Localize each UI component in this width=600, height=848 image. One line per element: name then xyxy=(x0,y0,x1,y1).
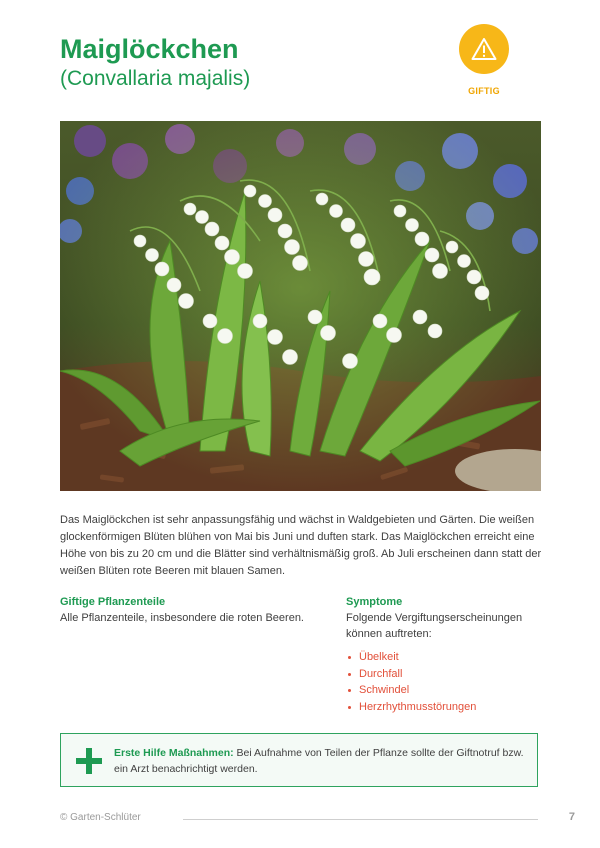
symptoms-intro: Folgende Vergiftungserscheinungen können auftreten: xyxy=(346,612,523,640)
first-aid-label: Erste Hilfe Maßnahmen: xyxy=(114,747,234,759)
toxic-parts-heading: Giftige Pflanzenteile xyxy=(60,596,166,608)
list-item: Übelkeit xyxy=(346,649,546,666)
first-aid-text xyxy=(114,745,524,777)
warning-triangle-icon xyxy=(471,37,497,61)
warning-label: GIFTIG xyxy=(468,86,500,96)
list-item: Herzrhythmusstörungen xyxy=(346,699,546,716)
footer-divider xyxy=(183,819,538,820)
list-item: Durchfall xyxy=(346,666,546,683)
footer-copyright: © Garten-Schlüter xyxy=(60,812,141,823)
latin-name: (Convallaria majalis) xyxy=(60,67,251,90)
first-aid-body: Bei Aufnahme von Teilen der Pflanze sollte der Giftnotruf bzw. ein Arzt benachrichtigt werden. xyxy=(114,747,524,775)
first-aid-box xyxy=(60,733,538,787)
symptoms-section xyxy=(346,594,546,715)
toxic-parts-text: Alle Pflanzenteile, insbesondere die roten Beeren. xyxy=(60,612,304,624)
intro-paragraph: Das Maiglöckchen ist sehr anpassungsfähig und wächst in Waldgebieten und Gärten. Die weißen glockenförmigen Blüten blühen von Mai bis Juni und duften stark. Das Maiglöckchen erreicht eine Höhe von bis zu 20 cm und die Blätter sind verhältnismäßig groß. Ab Juli erscheinen dann statt der weißen Blüten rote Beeren mit blauen Samen. xyxy=(60,514,542,577)
warning-badge xyxy=(459,24,509,74)
list-item: Schwindel xyxy=(346,682,546,699)
symptom-list xyxy=(346,649,546,715)
page-title: Maiglöckchen xyxy=(60,34,239,64)
symptoms-heading: Symptome xyxy=(346,596,403,608)
plant-photo xyxy=(60,121,541,491)
plus-cross-icon xyxy=(76,748,102,774)
page-number: 7 xyxy=(568,811,575,823)
toxic-parts-section xyxy=(60,594,320,626)
